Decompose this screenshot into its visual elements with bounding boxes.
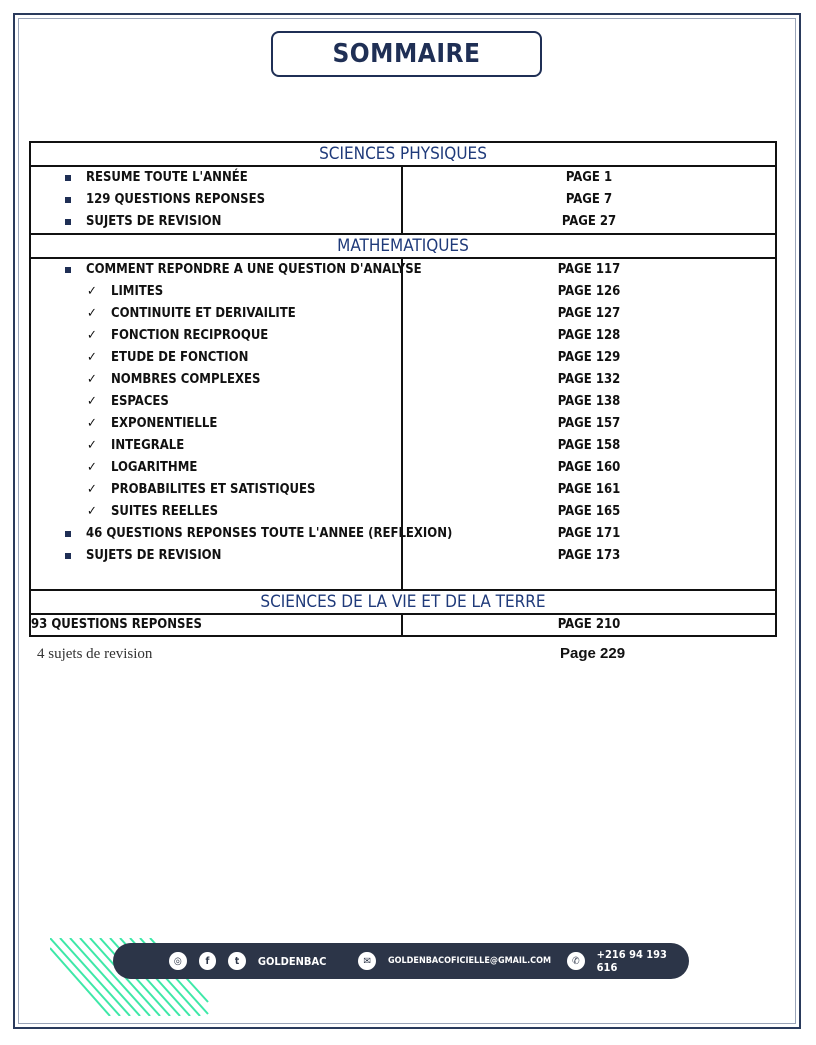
toc-item-label: ESPACES bbox=[111, 394, 169, 409]
check-icon: ✓ bbox=[87, 394, 97, 409]
section-heading: SCIENCES DE LA VIE ET DE LA TERRE bbox=[30, 590, 776, 614]
toc-subitem bbox=[31, 325, 401, 347]
toc-page: PAGE 129 bbox=[557, 350, 621, 365]
section-heading: SCIENCES PHYSIQUES bbox=[30, 142, 776, 166]
toc-page: PAGE 171 bbox=[557, 526, 621, 541]
section-header-maths bbox=[30, 234, 776, 258]
toc-page: PAGE 126 bbox=[557, 284, 621, 299]
toc-item bbox=[31, 167, 401, 189]
toc-page: PAGE 158 bbox=[557, 438, 621, 453]
toc-item-label: ETUDE DE FONCTION bbox=[111, 350, 249, 365]
section-body-svt bbox=[30, 614, 776, 636]
toc-page: PAGE 127 bbox=[557, 306, 621, 321]
toc-subitem bbox=[31, 501, 401, 523]
toc-page: PAGE 173 bbox=[557, 548, 621, 563]
toc-item bbox=[31, 523, 453, 545]
toc-page: PAGE 165 bbox=[557, 504, 621, 519]
toc-item-label: 129 QUESTIONS REPONSES bbox=[86, 192, 266, 207]
toc-item-label: SUJETS DE REVISION bbox=[86, 214, 222, 229]
twitter-icon[interactable]: t bbox=[228, 952, 246, 970]
check-icon: ✓ bbox=[87, 416, 97, 431]
toc-page: PAGE 161 bbox=[557, 482, 621, 497]
toc-item-label: LOGARITHME bbox=[111, 460, 198, 475]
toc-item bbox=[31, 259, 422, 281]
footer-email[interactable]: GOLDENBACOFICIELLE@GMAIL.COM bbox=[388, 956, 552, 966]
toc-item-label: PROBABILITES ET SATISTIQUES bbox=[111, 482, 316, 497]
toc-item-label: EXPONENTIELLE bbox=[111, 416, 218, 431]
mail-icon[interactable]: ✉ bbox=[358, 952, 376, 970]
check-icon: ✓ bbox=[87, 460, 97, 475]
toc-item-label: FONCTION RECIPROQUE bbox=[111, 328, 269, 343]
toc-item-label: CONTINUITE ET DERIVAILITE bbox=[111, 306, 296, 321]
check-icon: ✓ bbox=[87, 482, 97, 497]
section-body-physique bbox=[30, 166, 776, 234]
check-icon: ✓ bbox=[87, 284, 97, 299]
check-icon: ✓ bbox=[87, 372, 97, 387]
toc-item bbox=[31, 211, 401, 233]
toc-subitem bbox=[31, 435, 401, 457]
toc-pages bbox=[402, 166, 776, 234]
toc-item-label: COMMENT REPONDRE A UNE QUESTION D'ANALYSE bbox=[86, 262, 422, 277]
footer-phone[interactable]: +216 94 193 616 bbox=[596, 948, 667, 974]
toc-page: PAGE 27 bbox=[561, 214, 617, 229]
toc-item-label: INTEGRALE bbox=[111, 438, 185, 453]
toc-page: PAGE 132 bbox=[557, 372, 621, 387]
check-icon: ✓ bbox=[87, 438, 97, 453]
toc-subitem bbox=[31, 413, 401, 435]
toc-page: PAGE 160 bbox=[557, 460, 621, 475]
toc-page: PAGE 117 bbox=[557, 262, 621, 277]
page-title: SOMMAIRE bbox=[332, 39, 481, 69]
toc-pages bbox=[402, 258, 776, 590]
title-box bbox=[271, 31, 542, 77]
toc-subitem bbox=[31, 303, 401, 325]
toc-item-label: 93 QUESTIONS REPONSES bbox=[30, 614, 402, 636]
section-header-physique bbox=[30, 142, 776, 166]
check-icon: ✓ bbox=[87, 328, 97, 343]
instagram-icon[interactable]: ◎ bbox=[169, 952, 187, 970]
toc-extra-page: Page 229 bbox=[560, 645, 626, 662]
toc-labels bbox=[30, 166, 402, 234]
toc-subitem bbox=[31, 281, 401, 303]
toc-item-label: 46 QUESTIONS REPONSES TOUTE L'ANNEE (REFLEXION) bbox=[86, 526, 453, 541]
toc-item bbox=[31, 545, 401, 567]
toc-page: PAGE 7 bbox=[565, 192, 613, 207]
check-icon: ✓ bbox=[87, 350, 97, 365]
toc-table bbox=[29, 141, 777, 637]
toc-item-label: SUJETS DE REVISION bbox=[86, 548, 222, 563]
toc-item bbox=[31, 189, 401, 211]
phone-icon[interactable]: ✆ bbox=[567, 952, 585, 970]
check-icon: ✓ bbox=[87, 504, 97, 519]
toc-subitem bbox=[31, 457, 401, 479]
toc-page: PAGE 210 bbox=[402, 614, 776, 636]
toc-page: PAGE 157 bbox=[557, 416, 621, 431]
toc-item-label: LIMITES bbox=[111, 284, 164, 299]
toc-item-label: RESUME TOUTE L'ANNÉE bbox=[86, 170, 248, 185]
toc-page: PAGE 138 bbox=[557, 394, 621, 409]
toc-subitem bbox=[31, 347, 401, 369]
toc-labels bbox=[30, 258, 453, 590]
section-header-svt bbox=[30, 590, 776, 614]
toc-extra-label: 4 sujets de revision bbox=[37, 646, 153, 662]
toc-subitem bbox=[31, 479, 401, 501]
facebook-icon[interactable]: f bbox=[199, 952, 217, 970]
section-heading: MATHEMATIQUES bbox=[30, 234, 776, 258]
toc-item-label: NOMBRES COMPLEXES bbox=[111, 372, 261, 387]
toc-subitem bbox=[31, 391, 401, 413]
section-body-maths bbox=[30, 258, 776, 590]
footer-contact-bar bbox=[113, 943, 689, 979]
toc-page: PAGE 1 bbox=[565, 170, 613, 185]
check-icon: ✓ bbox=[87, 306, 97, 321]
toc-item-label: SUITES REELLES bbox=[111, 504, 219, 519]
toc-subitem bbox=[31, 369, 401, 391]
toc-page: PAGE 128 bbox=[557, 328, 621, 343]
footer-brand: GOLDENBAC bbox=[257, 954, 327, 968]
